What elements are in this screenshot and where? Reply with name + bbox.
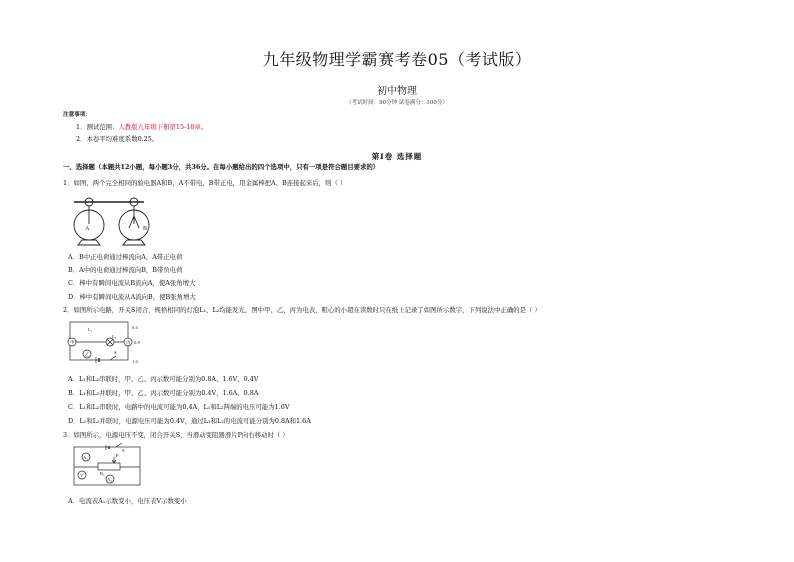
q2-option-a: A．L₁和L₂串联时，甲、乙、丙示数可能分别为0.8A、1.6V、0.4V	[68, 375, 259, 383]
q3-label-v: V	[80, 473, 84, 478]
q3-label-s: S	[122, 448, 125, 453]
q3-circuit-diagram	[70, 443, 152, 491]
q2-value-3: 1.6	[132, 359, 138, 364]
notes-item-1	[76, 123, 207, 131]
q2-value-1: 0.4	[132, 325, 138, 330]
q3-stem: 3．如图所示，电源电压不变，闭合开关S，当滑动变阻器滑片P向右移动时（ ）	[63, 431, 289, 439]
q3-label-p: P	[116, 453, 119, 458]
exam-meta: （考试时间：90分钟 试卷满分：100分）	[346, 100, 448, 106]
q2-stem: 2．如图所示电路，开关S闭合，规格相同的灯泡L₁、L₂均能发光，图中甲、乙、丙为电表，粗心的小超在读数时只在纸上记录了如图所示数字，下列说法中正确的是（ ）	[63, 306, 541, 314]
part-heading: 一、选择题（本题共12小题，每小题3分，共36分。在每小题给出的四个选项中，只有一项是符合题目要求的）	[63, 163, 380, 171]
q1-stem: 1．如图，两个完全相同的验电器A和B，A不带电，B带正电，用金属棒把A、B连接起来后，则（ ）	[63, 179, 347, 187]
q2-label-yi: 乙	[85, 352, 90, 357]
q3-label-a2: A₂	[107, 477, 112, 482]
q2-option-d: D．L₁和L₂并联时，电源电压可能为0.4V，通过L₁和L₂的电流可能分别为0.8A和1.6A	[68, 417, 311, 425]
q1-option-a: A．B中正电荷通过棒流向A，A带正电荷	[68, 253, 183, 261]
q2-label-l1: L₁	[88, 327, 93, 332]
q2-label-s: S	[114, 350, 117, 355]
q1-option-d: D．棒中有瞬间电流从A流向B，使B张角增大	[68, 293, 196, 301]
notes-item-2: 2．本卷平均难度系数0.25。	[76, 135, 159, 143]
q1-label-b: B	[143, 226, 148, 232]
q2-label-bing: 丙	[126, 340, 131, 345]
q2-label-l2: L₂	[112, 334, 117, 339]
q1-option-b: B．A中的电荷通过棒流向B，B带负电荷	[68, 266, 183, 274]
q3-option-a: A．电流表A₁示数变小，电压表V示数变小	[68, 497, 187, 505]
exam-title: 九年级物理学霸赛考卷05（考试版）	[262, 50, 532, 69]
q1-option-c: C．棒中有瞬间电流从B流向A，使A张角增大	[68, 279, 196, 287]
q2-label-jia: 甲	[70, 340, 75, 345]
section-title: 第Ⅰ卷 选择题	[371, 152, 423, 161]
q2-option-b: B．L₁和L₂并联时，甲、乙、丙示数可能分别为0.4V、1.6A、0.8A	[68, 389, 259, 397]
q3-rheostat	[98, 463, 120, 470]
exam-subject: 初中物理	[377, 86, 417, 97]
q2-switch	[110, 356, 116, 360]
q2-circuit-wire	[70, 322, 128, 360]
q2-option-c: C．L₁和L₂串联时，电路中的电流可能为0.4A，L₁和L₂两端的电压可能为1.6V	[68, 403, 290, 411]
q1-label-a: A	[85, 226, 90, 232]
q3-label-a1: A₁	[83, 455, 88, 460]
q2-circuit-diagram	[66, 318, 148, 368]
q3-label-r: R₁	[100, 471, 105, 476]
q1-electroscope-diagram	[68, 190, 164, 250]
notes-heading: 注意事项：	[63, 112, 91, 118]
q3-switch	[116, 443, 122, 447]
notes-item-1-prefix: 1．测试范围：	[76, 123, 119, 131]
q2-value-2: 0.8	[134, 340, 140, 345]
notes-item-1-highlight: 人教版九年级下册第15-18章。	[118, 123, 208, 131]
